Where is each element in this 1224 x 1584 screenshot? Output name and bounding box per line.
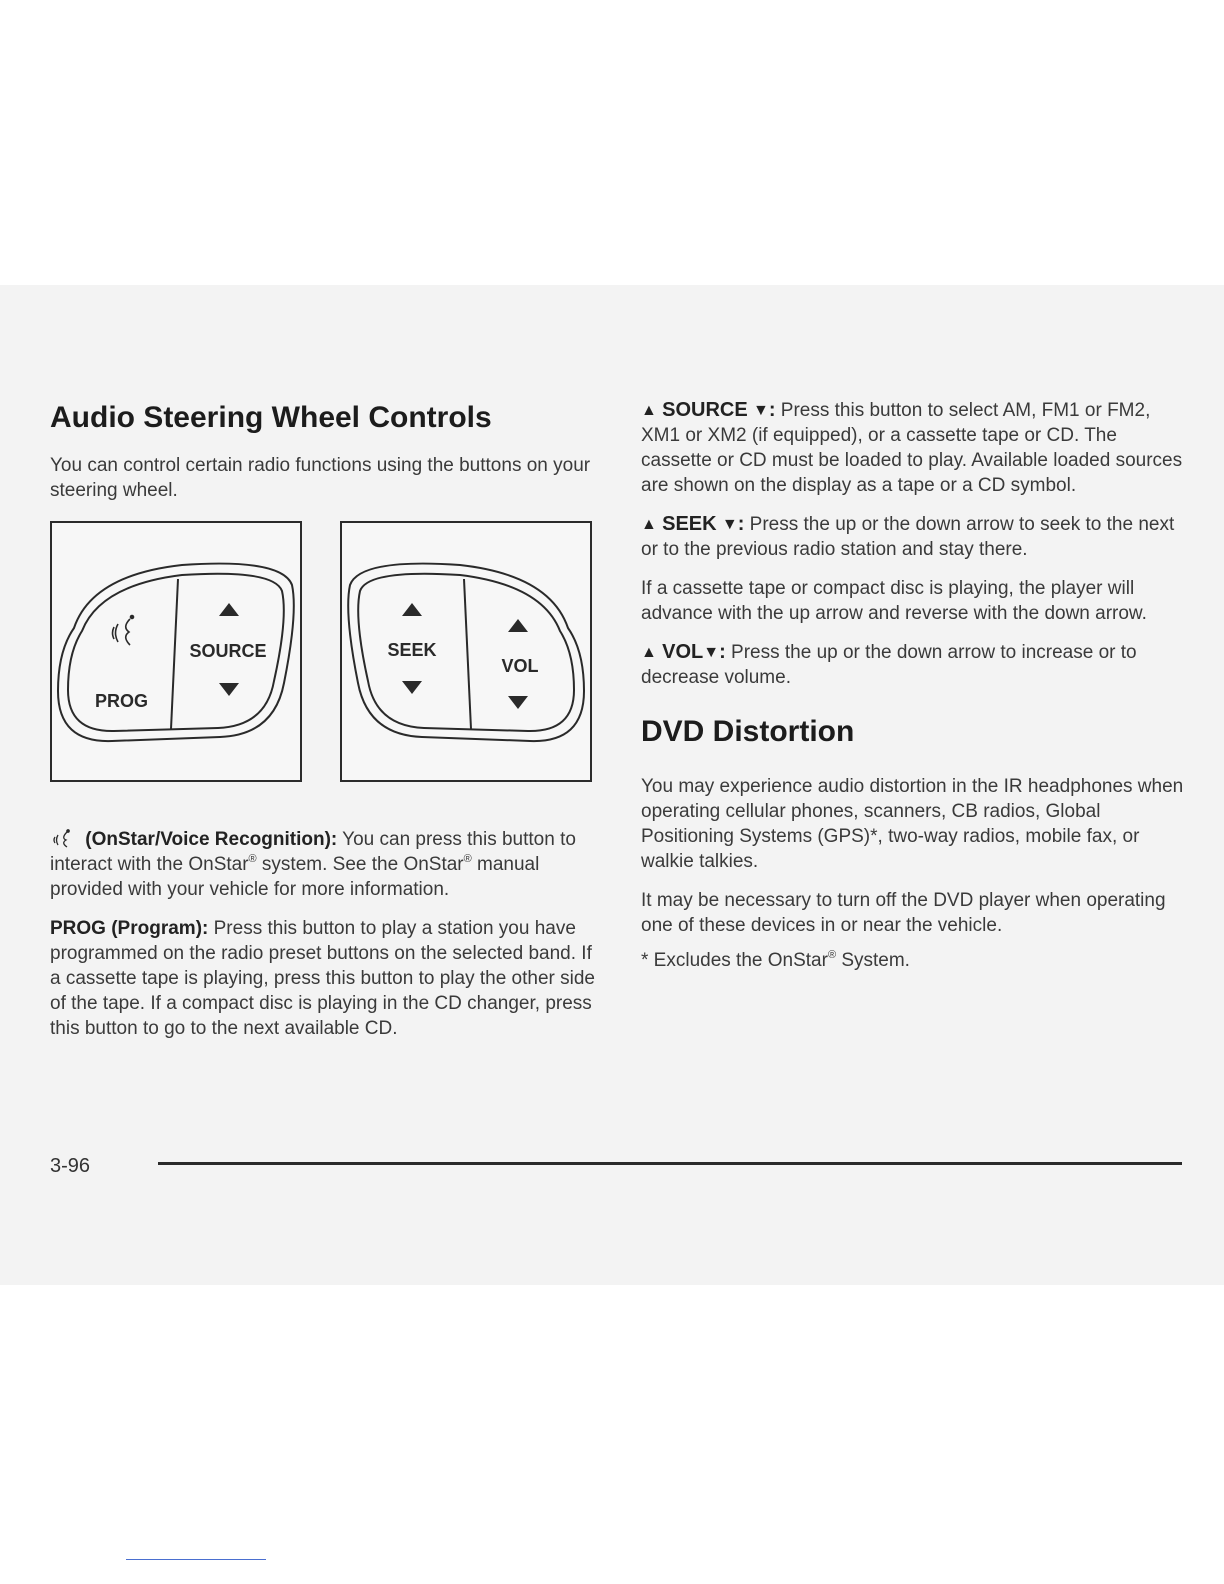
seek-down-arrow-icon	[402, 681, 422, 694]
colon: :	[737, 513, 745, 535]
diagram-left-controls	[50, 521, 302, 782]
vol-down-arrow-icon	[508, 696, 528, 709]
prog-paragraph	[50, 916, 600, 1041]
colon: :	[768, 399, 776, 421]
vol-up-arrow-icon	[508, 619, 528, 632]
source-down-arrow-icon	[219, 683, 239, 696]
onstar-label: (OnStar/Voice Recognition):	[85, 829, 338, 850]
left-steering-control-illustration	[52, 523, 300, 780]
page-number: 3-96	[50, 1155, 91, 1177]
footnote-text-1: * Excludes the OnStar	[641, 950, 828, 971]
seek-label: SEEK	[662, 513, 717, 535]
diagram-right-controls	[340, 521, 592, 782]
onstar-voice-icon	[50, 828, 80, 848]
source-text: Press this button to select AM, FM1 or FM2, XM1 or XM2 (if equipped), or a cassette tape or CD. The cassette or CD must be loaded to play. Available loaded sources are shown on the display as a tape or a CD symbol.	[641, 400, 1183, 496]
prog-diagram-label: PROG	[95, 691, 149, 711]
seek-text: Press the up or the down arrow to seek to the next or to the previous radio station and stay there.	[641, 514, 1175, 560]
colon: :	[719, 641, 726, 663]
right-steering-control-illustration	[342, 523, 590, 780]
intro-paragraph: You can control certain radio functions using the buttons on your steering wheel.	[50, 455, 591, 501]
seek-diagram-label: SEEK	[387, 640, 437, 660]
vol-paragraph	[641, 640, 1186, 690]
prog-label: PROG (Program):	[50, 918, 209, 939]
bottom-link-rule	[126, 1559, 266, 1560]
diagram-row	[50, 521, 600, 782]
vol-text: Press the up or the down arrow to increase or to decrease volume.	[641, 642, 1137, 688]
source-paragraph	[641, 398, 1186, 498]
onstar-text-2: system. See the OnStar	[256, 854, 464, 875]
down-triangle-icon: ▼	[752, 402, 769, 419]
registered-mark: ®	[827, 949, 837, 961]
section-title-audio-controls: Audio Steering Wheel Controls	[50, 401, 492, 434]
onstar-voice-icon	[113, 616, 134, 646]
footnote	[641, 948, 1186, 973]
seek-up-arrow-icon	[402, 603, 422, 616]
onstar-text-1: You can press this button to interact with the OnStar	[50, 829, 576, 875]
footer-rule	[158, 1162, 1182, 1165]
seek-paragraph-2: If a cassette tape or compact disc is playing, the player will advance with the up arrow and reverse with the down arrow.	[641, 578, 1147, 624]
vol-label: VOL	[662, 641, 704, 663]
right-column	[641, 398, 1186, 973]
down-triangle-icon: ▼	[721, 516, 738, 533]
seek-paragraph	[641, 512, 1186, 562]
source-diagram-label: SOURCE	[189, 641, 267, 661]
source-label: SOURCE	[662, 399, 748, 421]
left-column	[50, 398, 600, 1041]
up-triangle-icon: ▲	[641, 516, 657, 533]
onstar-text-3: manual provided with your vehicle for more information.	[50, 854, 540, 900]
prog-text: Press this button to play a station you have programmed on the radio preset buttons on the selected band. If a cassette tape is playing, press this button to play the other side of the tape. If a compact disc is playing in the CD changer, press this button to go to the next available CD.	[50, 918, 595, 1039]
source-up-arrow-icon	[219, 603, 239, 616]
registered-mark: ®	[463, 853, 472, 865]
up-triangle-icon: ▲	[641, 644, 657, 661]
vol-diagram-label: VOL	[501, 656, 539, 676]
section-title-dvd-distortion: DVD Distortion	[641, 715, 855, 748]
registered-mark: ®	[248, 853, 257, 865]
dvd-paragraph-2: It may be necessary to turn off the DVD player when operating one of these devices in or near the vehicle.	[641, 890, 1166, 936]
onstar-paragraph	[50, 827, 600, 902]
dvd-paragraph-1: You may experience audio distortion in the IR headphones when operating cellular phones, scanners, CB radios, Global Positioning Systems (GPS)*, two-way radios, mobile fax, or walkie talkies.	[641, 776, 1184, 872]
up-triangle-icon: ▲	[641, 402, 657, 419]
footnote-text-2: System.	[836, 950, 910, 971]
down-triangle-icon: ▼	[703, 644, 720, 661]
